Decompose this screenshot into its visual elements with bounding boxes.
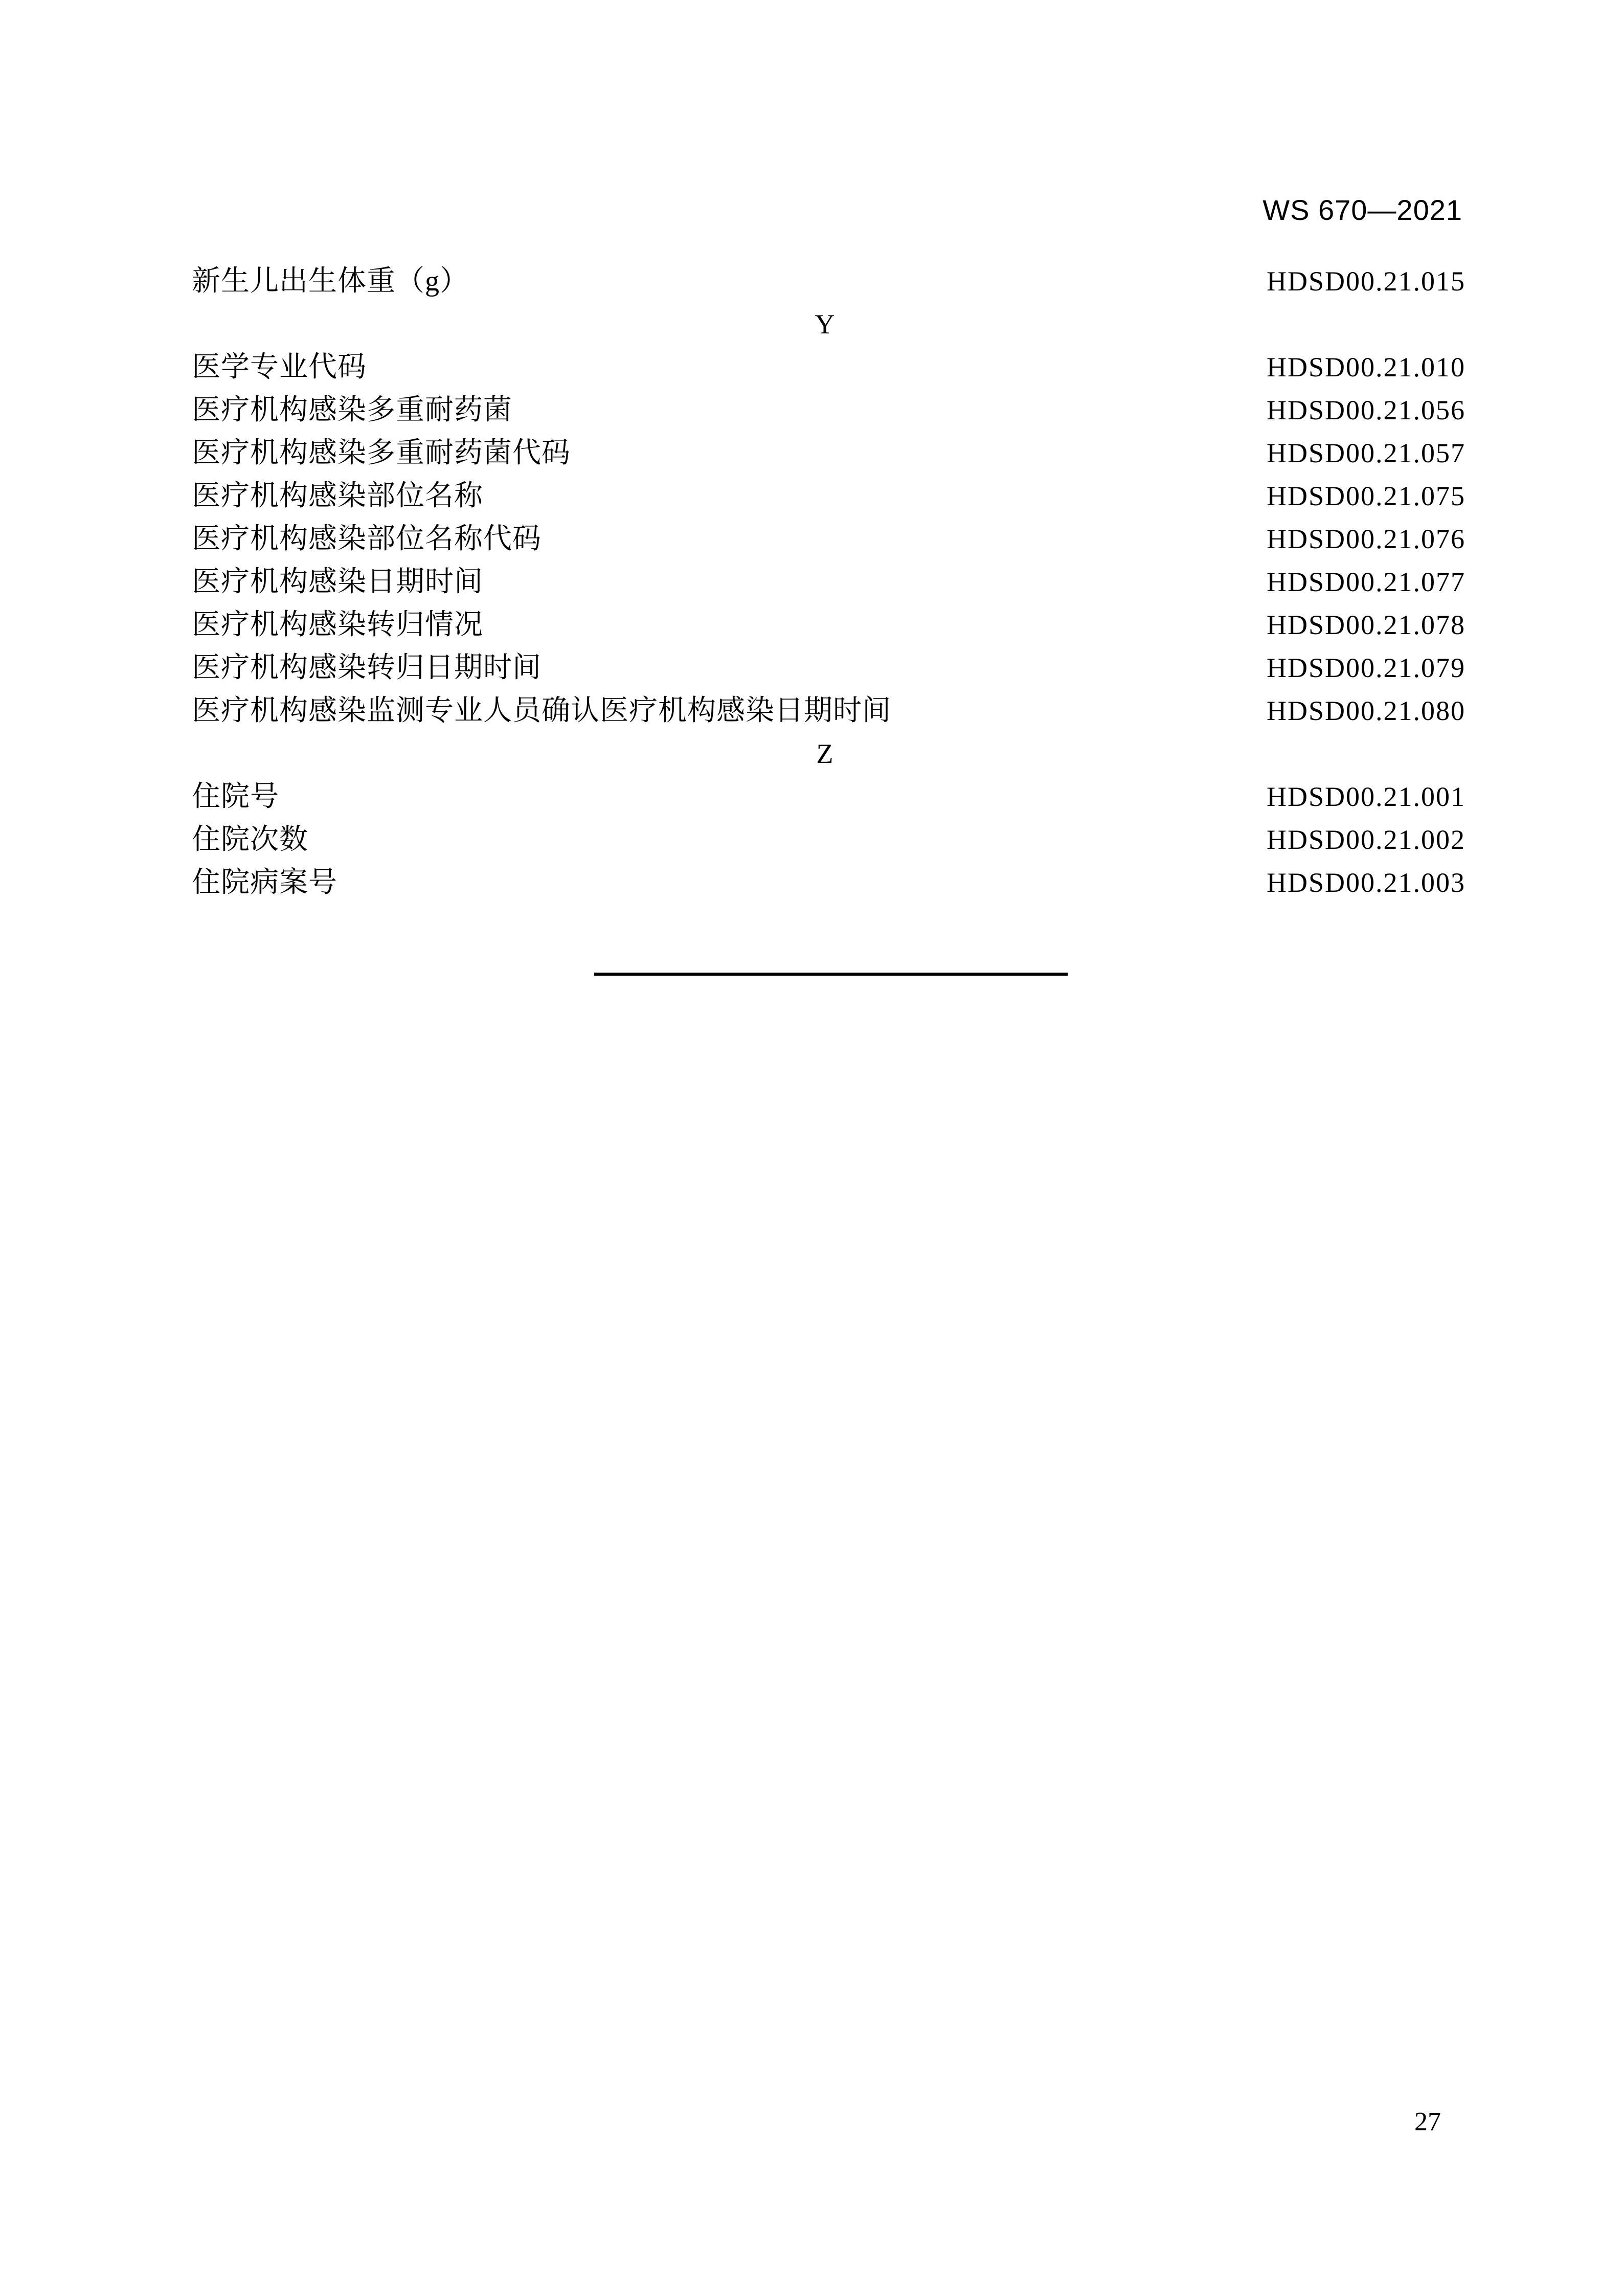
index-row — [192, 517, 1466, 560]
term-label: 住院号 — [192, 781, 279, 813]
index-row — [192, 560, 1466, 603]
term-code: HDSD00.21.010 — [1267, 352, 1466, 382]
index-list — [192, 260, 1466, 904]
term-code: HDSD00.21.056 — [1267, 395, 1466, 425]
term-code: HDSD00.21.002 — [1267, 824, 1466, 855]
term-label: 住院次数 — [192, 824, 308, 856]
term-code: HDSD00.21.080 — [1267, 695, 1466, 726]
index-row — [192, 861, 1466, 904]
standard-number: WS 670—2021 — [1263, 194, 1462, 226]
term-label: 医疗机构感染转归情况 — [192, 609, 483, 641]
term-code: HDSD00.21.077 — [1267, 567, 1466, 597]
term-label: 医疗机构感染多重耐药菌代码 — [192, 437, 571, 469]
index-row — [192, 646, 1466, 689]
index-row — [192, 689, 1466, 732]
term-label: 医疗机构感染部位名称 — [192, 480, 483, 512]
divider-line — [594, 973, 1068, 976]
term-label: 新生儿出生体重（g） — [192, 265, 469, 297]
term-code: HDSD00.21.057 — [1267, 438, 1466, 468]
term-label: 医疗机构感染日期时间 — [192, 566, 483, 598]
term-code: HDSD00.21.078 — [1267, 610, 1466, 640]
term-label: 医疗机构感染部位名称代码 — [192, 523, 542, 555]
term-code: HDSD00.21.079 — [1267, 652, 1466, 683]
section-letter: Z — [816, 738, 833, 769]
term-label: 医学专业代码 — [192, 351, 367, 383]
term-code: HDSD00.21.076 — [1267, 524, 1466, 554]
term-code: HDSD00.21.075 — [1267, 481, 1466, 511]
term-code: HDSD00.21.001 — [1267, 781, 1466, 812]
section-letter: Y — [815, 309, 835, 340]
index-row — [192, 260, 1466, 303]
term-code: HDSD00.21.015 — [1267, 266, 1466, 297]
index-row — [192, 389, 1466, 432]
index-row — [192, 818, 1466, 861]
term-label: 医疗机构感染监测专业人员确认医疗机构感染日期时间 — [192, 695, 891, 727]
index-row — [192, 603, 1466, 646]
term-label: 住院病案号 — [192, 867, 337, 898]
index-row — [192, 432, 1466, 475]
term-label: 医疗机构感染转归日期时间 — [192, 652, 542, 684]
index-row — [192, 475, 1466, 517]
term-code: HDSD00.21.003 — [1267, 867, 1466, 898]
page-number: 27 — [1414, 2107, 1441, 2136]
index-row — [192, 775, 1466, 818]
index-row — [192, 346, 1466, 389]
term-label: 医疗机构感染多重耐药菌 — [192, 394, 512, 426]
